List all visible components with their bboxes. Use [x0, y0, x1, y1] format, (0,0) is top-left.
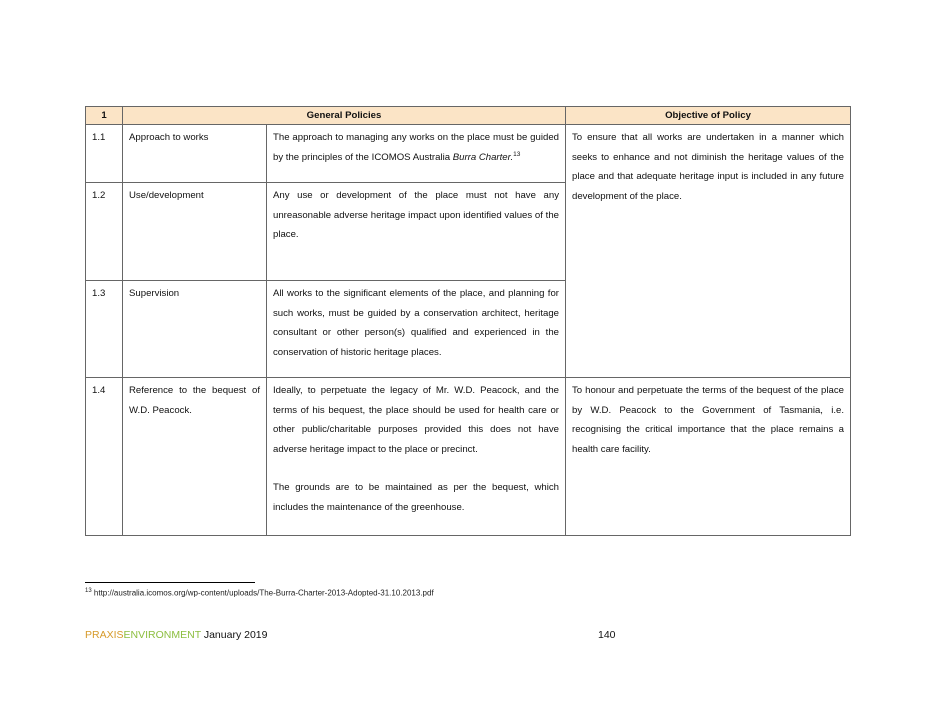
objective-text: To ensure that all works are undertaken in a manner which seeks to enhance and not diminish the heritage values of the place and that adequate heritage input is included in any future development of the place. [566, 125, 851, 378]
row-number: 1.2 [86, 183, 123, 281]
row-policy [267, 378, 566, 536]
policy-paragraph: Ideally, to perpetuate the legacy of Mr. W.D. Peacock, and the terms of his bequest, the place should be used for health care or other public/charitable purposes provided this does not have adverse heritage impact to the place or precinct. [273, 385, 559, 455]
row-number: 1.1 [86, 125, 123, 183]
header-number: 1 [86, 107, 123, 125]
footnote-number: 13 [85, 588, 92, 594]
row-policy: Any use or development of the place must not have any unreasonable adverse heritage impact upon identified values of the place. [267, 183, 566, 281]
footer-date: January 2019 [200, 629, 268, 641]
brand-praxis: PRAXIS [85, 629, 124, 641]
footer-brand [85, 629, 267, 641]
objective-text: To honour and perpetuate the terms of the bequest of the place by W.D. Peacock to the Government of Tasmania, i.e. recognising the critical importance that the place remains a health care facility. [566, 378, 851, 536]
footnote-link[interactable]: http://australia.icomos.org/wp-content/uploads/The-Burra-Charter-2013-Adopted-31.10.2013.pdf [91, 588, 434, 598]
row-topic: Supervision [123, 281, 267, 378]
header-objective: Objective of Policy [566, 107, 851, 125]
policy-text: The approach to managing any works on the place must be guided by the principles of the ICOMOS Australia [273, 132, 559, 163]
row-number: 1.3 [86, 281, 123, 378]
row-policy: All works to the significant elements of the place, and planning for such works, must be guided by a conservation architect, heritage consultant or other person(s) qualified and experienced in the conservation of historic heritage places. [267, 281, 566, 378]
row-policy [267, 125, 566, 183]
policy-paragraph: The grounds are to be maintained as per the bequest, which includes the maintenance of the greenhouse. [273, 482, 559, 513]
policy-table [85, 106, 851, 536]
footnote-ref: 13 [513, 150, 521, 158]
page-number: 140 [598, 629, 616, 641]
footnote [85, 588, 434, 598]
footnote-divider [85, 582, 255, 583]
row-topic: Approach to works [123, 125, 267, 183]
header-general-policies: General Policies [123, 107, 566, 125]
row-topic: Use/development [123, 183, 267, 281]
brand-environment: ENVIRONMENT [123, 629, 201, 641]
row-topic: Reference to the bequest of W.D. Peacock. [123, 378, 267, 536]
table-row [86, 125, 851, 183]
row-number: 1.4 [86, 378, 123, 536]
table-header-row [86, 107, 851, 125]
table-row [86, 378, 851, 536]
burra-charter-title: Burra Charter. [452, 151, 514, 163]
